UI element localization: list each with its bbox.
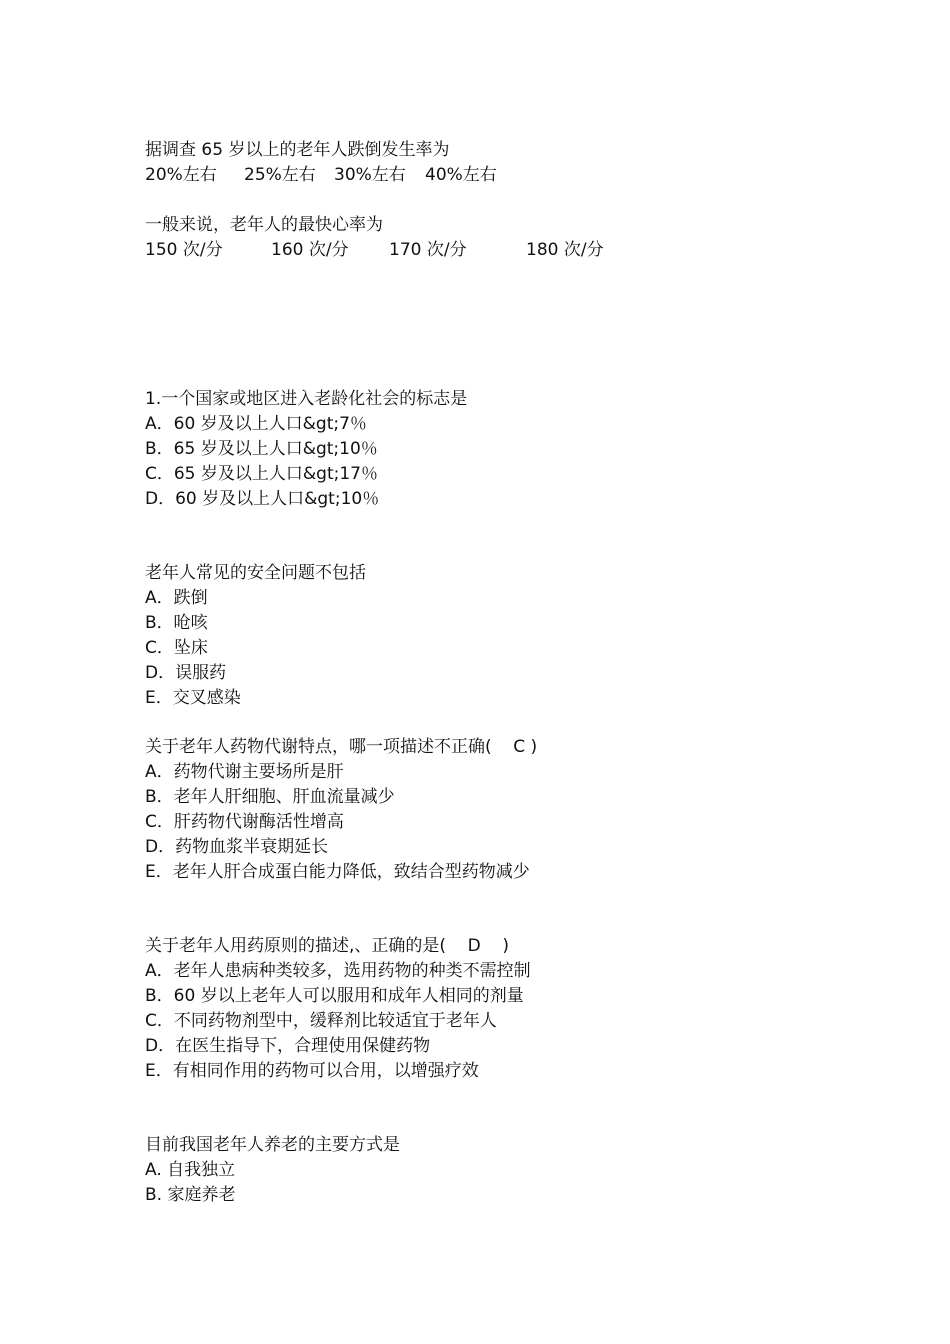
option: 20%左右 [145,165,217,185]
option: E．交叉感染 [145,688,241,708]
option: E．老年人肝合成蛋白能力降低，致结合型药物减少 [145,862,530,882]
question-stem: 关于老年人药物代谢特点，哪一项描述不正确( C ) [145,737,538,757]
option: B．呛咳 [145,613,208,633]
question-stem: 据调查 65 岁以上的老年人跌倒发生率为 [145,140,450,160]
option: B. 家庭养老 [145,1185,236,1205]
question-stem: 老年人常见的安全问题不包括 [145,563,366,583]
option: E．有相同作用的药物可以合用，以增强疗效 [145,1061,479,1081]
option: B．老年人肝细胞、肝血流量减少 [145,787,395,807]
option: D．误服药 [145,663,227,683]
option: 25%左右 [244,165,316,185]
option: 40%左右 [425,165,497,185]
option: 170 次/分 [389,240,467,260]
question-stem: 关于老年人用药原则的描述,、正确的是( D ) [145,936,509,956]
option: D．在医生指导下，合理使用保健药物 [145,1036,431,1056]
option: A．60 岁及以上人口&gt;7％ [145,414,367,434]
option: C．65 岁及以上人口&gt;17％ [145,464,378,484]
option: A．老年人患病种类较多，选用药物的种类不需控制 [145,961,531,981]
option: C．不同药物剂型中，缓释剂比较适宜于老年人 [145,1011,497,1031]
question-stem: 1.一个国家或地区进入老龄化社会的标志是 [145,389,468,409]
option: C．肝药物代谢酶活性增高 [145,812,344,832]
question-stem: 一般来说，老年人的最快心率为 [145,215,383,235]
option: 180 次/分 [526,240,604,260]
option: 160 次/分 [271,240,349,260]
option: A. 自我独立 [145,1160,236,1180]
option: C．坠床 [145,638,208,658]
option: D．药物血浆半衰期延长 [145,837,329,857]
option: 150 次/分 [145,240,223,260]
option: A．药物代谢主要场所是肝 [145,762,344,782]
option: D．60 岁及以上人口&gt;10％ [145,489,380,509]
question-stem: 目前我国老年人养老的主要方式是 [145,1135,400,1155]
option: A．跌倒 [145,588,208,608]
option: B．65 岁及以上人口&gt;10％ [145,439,378,459]
option: B．60 岁以上老年人可以服用和成年人相同的剂量 [145,986,524,1006]
option: 30%左右 [334,165,406,185]
